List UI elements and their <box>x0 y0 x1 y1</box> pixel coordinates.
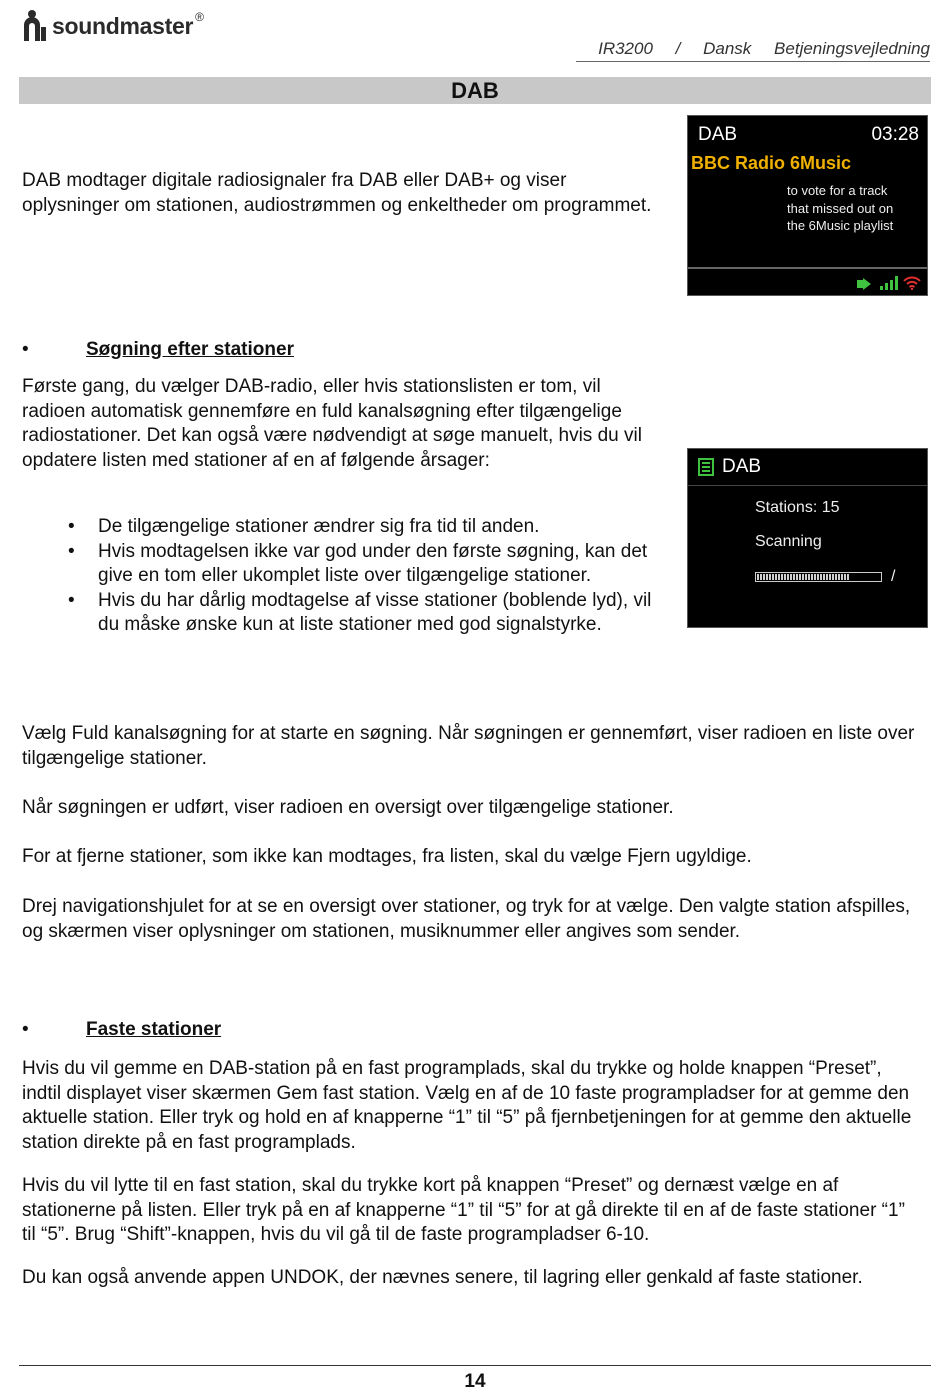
brand-logo <box>22 8 204 44</box>
navigation-paragraph: Drej navigationshjulet for at se en oversigt over stationer, og tryk for at vælge. Den valgte station afspilles, og skærmen viser oplysninger om stationen, musiknummer eller angives som sender. <box>22 896 911 942</box>
info-line: the 6Music playlist <box>787 218 894 233</box>
preset-heading-row <box>22 1018 622 1042</box>
bullet-icon: • <box>68 589 75 611</box>
preset-listen-paragraph: Hvis du vil lytte til en fast station, skal du trykke kort på knappen “Preset” og dernæst vælge en af stationerne på listen. Eller tryk på en af knapperne “1” til “5” for at gå direkte til en af de faste stationer “1” til “5”. Brug “Shift”-knappen, hvis du vil gå til de faste programpladser 6-10. <box>22 1175 905 1245</box>
scan-progress-fill <box>757 574 849 580</box>
list-item-text: Hvis du har dårlig modtagelse af visse stationer (boblende lyd), vil du måske ønske kun at liste stationer med god signalstyrke. <box>98 589 652 635</box>
model-number: IR3200 <box>598 39 653 58</box>
list-item <box>68 589 668 638</box>
signal-icon <box>880 276 898 290</box>
bullet-icon: • <box>22 339 29 360</box>
preset-save-paragraph: Hvis du vil gemme en DAB-station på en fast programplads, skal du trykke og holde knappen “Preset”, indtil displayet viser skærmen Gem fast station. Vælg en af de 10 faste programpladser for at gemme den aktuelle station. Eller tryk og hold en af knapperne “1” til “5” på fjernbetjeningen for at gemme den aktuelle station direkte på en fast programplads. <box>22 1058 912 1153</box>
footer-divider <box>19 1365 931 1366</box>
station-info-text <box>787 182 893 235</box>
scan-screen-title: DAB <box>722 456 762 477</box>
speaker-icon <box>857 278 875 290</box>
screen-divider <box>688 267 927 269</box>
bullet-icon: • <box>68 540 75 562</box>
undok-paragraph: Du kan også anvende appen UNDOK, der nævnes senere, til lagring eller genkald af faste stationer. <box>22 1267 863 1288</box>
preset-heading: Faste stationer <box>86 1019 222 1040</box>
scan-progress-bar <box>755 572 882 582</box>
scan-status: Scanning <box>755 533 822 550</box>
search-paragraph: Første gang, du vælger DAB-radio, eller hvis stationslisten er tom, vil radioen automatisk gennemføre en fuld kanalsøgning efter tilgængelige radiostationer. Det kan også være nødvendigt at søge manuelt, hvis du vil opdatere listen med stationer af en af følgende årsager: <box>22 376 642 471</box>
scanning-screen <box>687 448 928 628</box>
page-number: 14 <box>464 1371 486 1392</box>
bullet-icon: • <box>68 516 75 537</box>
section-title: DAB <box>19 77 931 104</box>
info-separator: / <box>675 39 681 58</box>
scan-spinner: / <box>891 568 896 585</box>
scan-screen-header <box>698 456 761 478</box>
soundmaster-logo-icon <box>22 9 48 43</box>
list-item-text: Hvis modtagelsen ikke var god under den første søgning, kan det give en tom eller ukomplet liste over tilgængelige stationer. <box>98 540 648 586</box>
screen-clock: 03:28 <box>871 124 919 145</box>
list-item <box>68 515 668 540</box>
list-item <box>68 540 668 589</box>
reasons-list <box>68 515 668 638</box>
search-heading: Søgning efter stationer <box>86 339 294 360</box>
stations-count: Stations: 15 <box>755 499 840 516</box>
brand-registered-mark: ® <box>195 10 204 24</box>
station-name: BBC Radio 6Music <box>691 153 852 173</box>
info-line: that missed out on <box>787 200 894 216</box>
document-type: Betjeningsvejledning <box>774 39 930 58</box>
screen-divider <box>688 485 927 486</box>
wifi-icon <box>903 276 921 290</box>
intro-paragraph: DAB modtager digitale radiosignaler fra DAB eller DAB+ og viser oplysninger om stationen, audiostrømmen og enkeltheder om programmet. <box>22 170 652 216</box>
list-item-text: De tilgængelige stationer ændrer sig fra tid til anden. <box>98 516 540 537</box>
remove-invalid-paragraph: For at fjerne stationer, som ikke kan modtages, fra listen, skal du vælge Fjern ugyldige. <box>22 846 752 867</box>
search-heading-row <box>22 338 622 362</box>
document-info <box>576 39 930 62</box>
info-line: to vote for a track <box>787 183 888 198</box>
screen-mode-label: DAB <box>698 124 738 145</box>
full-scan-paragraph: Vælg Fuld kanalsøgning for at starte en søgning. Når søgningen er gennemført, viser radioen en liste over tilgængelige stationer. <box>22 723 915 769</box>
brand-name: soundmaster <box>52 12 194 39</box>
list-icon <box>698 458 714 476</box>
bullet-icon: • <box>22 1019 29 1040</box>
scan-done-paragraph: Når søgningen er udført, viser radioen en oversigt over tilgængelige stationer. <box>22 797 674 818</box>
status-icons <box>857 274 921 290</box>
language-label: Dansk <box>703 39 752 58</box>
now-playing-screen <box>687 115 928 296</box>
